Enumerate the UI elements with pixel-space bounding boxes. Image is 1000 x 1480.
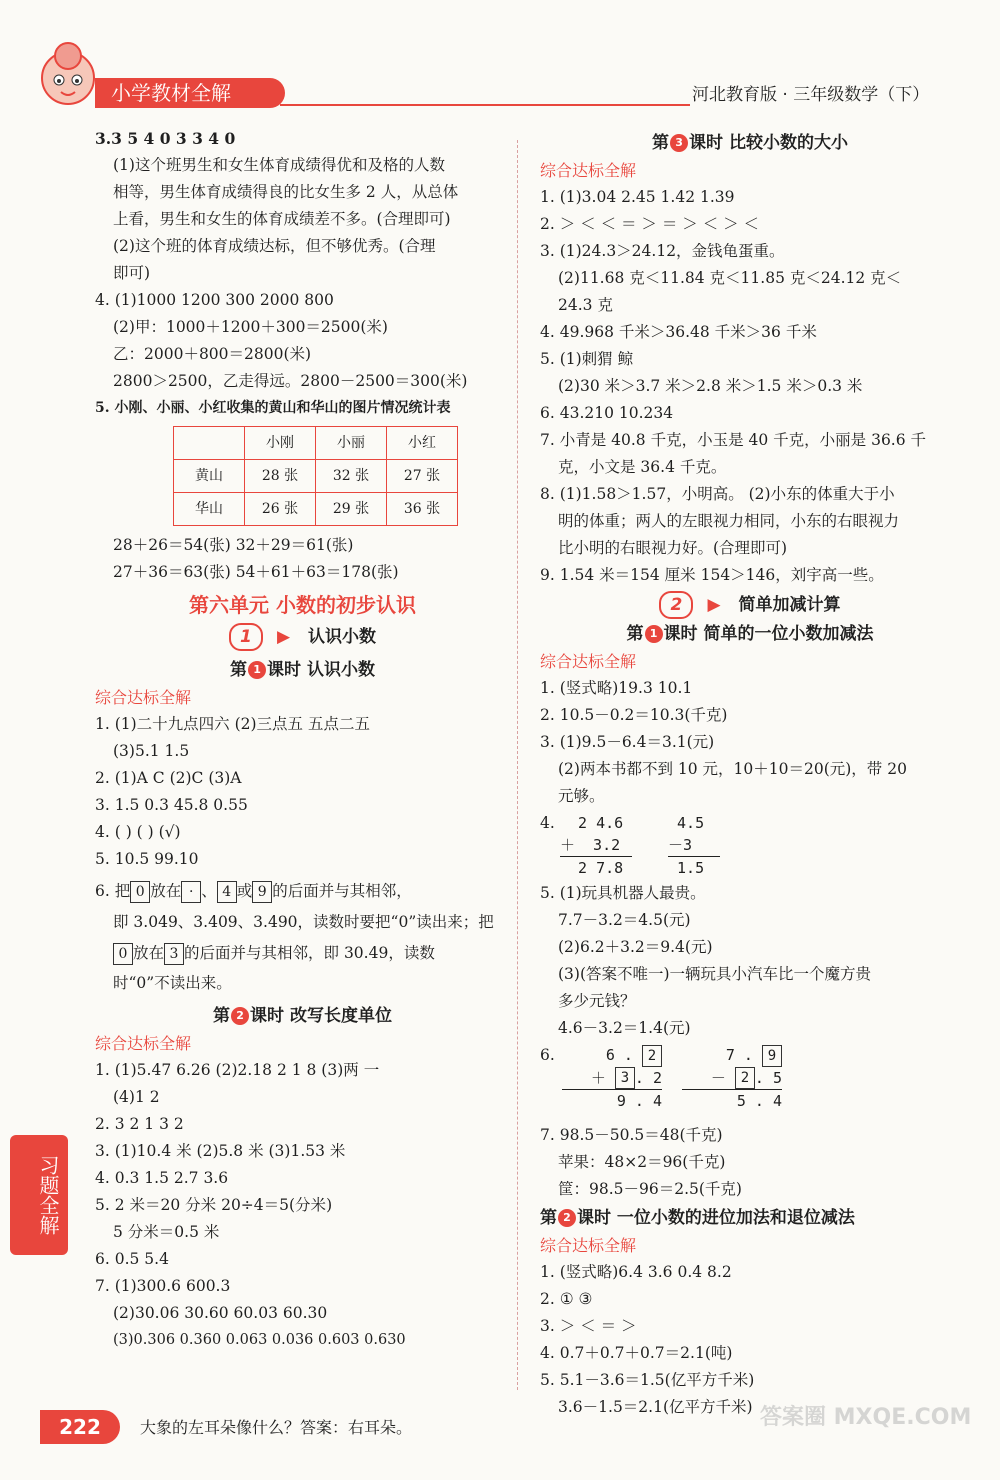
answer-line: 24.3 克 <box>558 296 613 314</box>
answer-box: 9 <box>252 881 272 903</box>
answer-line: 3. ＞ ＜ ＝ ＞ <box>540 1317 637 1335</box>
text-fragment: 或 <box>236 882 253 900</box>
table-cell: 36 张 <box>387 493 458 526</box>
left-column <box>95 125 510 1354</box>
vertical-calc-6 <box>540 1042 960 1122</box>
calc-row: 2 7.8 <box>560 859 624 877</box>
lesson-heading <box>540 621 960 648</box>
column-divider <box>517 140 519 1390</box>
lesson-number-badge: 2 <box>231 1007 249 1025</box>
calc-row: 2 4.6 <box>560 814 624 832</box>
table-cell: 32 张 <box>316 460 387 493</box>
answer-line: 时“0”不读出来。 <box>113 974 232 992</box>
section-number: 1 <box>229 623 263 651</box>
lesson-heading <box>95 657 510 684</box>
table-cell: 26 张 <box>245 493 316 526</box>
calc-row: 5 . 4 <box>736 1092 782 1110</box>
calc-row: ＋ 3.2 <box>560 834 632 857</box>
answer-line: 3.6－1.5＝2.1(亿平方千米) <box>558 1398 753 1416</box>
answer-box: 9 <box>762 1045 782 1067</box>
answer-line: (2)6.2＋3.2＝9.4(元) <box>558 938 713 956</box>
answer-line: 苹果：48×2＝96(千克) <box>558 1153 726 1171</box>
answer-line: 明的体重；两人的左眼视力相同，小东的右眼视力 <box>558 512 900 530</box>
answer-line: (2)11.68 克＜11.84 克＜11.85 克＜24.12 克＜ <box>558 269 902 287</box>
lesson-title: 课时 一位小数的进位加法和退位减法 <box>577 1208 855 1228</box>
lesson-prefix: 第 <box>652 133 670 153</box>
table-row <box>174 427 458 460</box>
table-cell: 华山 <box>174 493 245 526</box>
answer-line: (4)1 2 <box>113 1088 160 1106</box>
answer-line: 2. 10.5－0.2＝10.3(千克) <box>540 706 728 724</box>
answer-line: (2)30 米＞3.7 米＞2.8 米＞1.5 米＞0.3 米 <box>558 377 863 395</box>
answer-line: 4. 49.968 千米＞36.48 千米＞36 千米 <box>540 323 817 341</box>
lesson-title: 课时 比较小数的大小 <box>689 133 848 153</box>
question-number: 4. <box>540 814 555 832</box>
table-cell: 27 张 <box>387 460 458 493</box>
answer-line: 3. (1)24.3＞24.12，金钱龟蛋重。 <box>540 242 785 260</box>
answer-line: 27＋36＝63(张) 54＋61＋63＝178(张) <box>113 563 399 581</box>
arrow-icon: ▶ <box>707 595 721 615</box>
answer-line: 7.7－3.2＝4.5(元) <box>558 911 691 929</box>
answer-line: 筐：98.5－96＝2.5(千克) <box>558 1180 742 1198</box>
text-fragment: － <box>710 1068 726 1087</box>
answer-line: 3.3 5 4 0 3 3 4 0 <box>95 129 236 148</box>
table-row <box>174 493 458 526</box>
table-cell: 小刚 <box>245 427 316 460</box>
answer-line: 7. (1)300.6 600.3 <box>95 1277 231 1295</box>
answer-line: 4. (1)1000 1200 300 2000 800 <box>95 291 334 309</box>
section-label: 综合达标全解 <box>95 1034 192 1053</box>
vertical-addition <box>560 812 632 879</box>
vertical-addition <box>562 1044 662 1112</box>
table-cell: 小丽 <box>316 427 387 460</box>
text-fragment: 的后面并与其相邻，即 30.49，读数 <box>184 944 435 962</box>
answer-line: 5. (1)刺猬 鲸 <box>540 350 634 368</box>
text-fragment: 放在 <box>133 944 165 962</box>
answer-line: 1. (1)5.47 6.26 (2)2.18 2 1 8 (3)两 一 <box>95 1061 380 1079</box>
side-tab: 习题全解 <box>10 1135 68 1255</box>
answer-line: 1. (竖式略)6.4 3.6 0.4 8.2 <box>540 1263 732 1281</box>
watermark: 答案圈 MXQE.COM <box>760 1405 972 1430</box>
header-edition: 河北教育版 · 三年级数学（下） <box>692 85 930 105</box>
answer-line: 即可) <box>113 264 151 282</box>
section-heading <box>95 623 510 651</box>
answer-line: 4.6－3.2＝1.4(元) <box>558 1019 691 1037</box>
lesson-prefix: 第 <box>540 1208 557 1228</box>
section-number: 2 <box>659 591 693 619</box>
table-cell: 29 张 <box>316 493 387 526</box>
answer-line: 3. (1)10.4 米 (2)5.8 米 (3)1.53 米 <box>95 1142 346 1160</box>
lesson-heading <box>540 130 960 157</box>
answer-box: 0 <box>113 943 133 965</box>
calc-row <box>562 1067 662 1091</box>
answer-line: 8. (1)1.58＞1.57，小明高。 (2)小东的体重大于小 <box>540 485 895 503</box>
calc-row <box>562 1044 662 1067</box>
answer-line: (2)30.06 30.60 60.03 60.30 <box>113 1304 328 1322</box>
calc-row: 9 . 4 <box>616 1092 662 1110</box>
lesson-prefix: 第 <box>230 660 248 680</box>
answer-line: 2. 3 2 1 3 2 <box>95 1115 184 1133</box>
answer-line: 4. 0.7＋0.7＋0.7＝2.1(吨) <box>540 1344 733 1362</box>
answer-box: 0 <box>130 881 150 903</box>
footer-riddle: 大象的左耳朵像什么？答案：右耳朵。 <box>140 1418 413 1437</box>
table-row <box>174 460 458 493</box>
answer-line: 6. 0.5 5.4 <box>95 1250 169 1268</box>
answer-line <box>95 936 510 970</box>
answer-line: 9. 1.54 米＝154 厘米 154＞146，刘宇高一些。 <box>540 566 884 584</box>
answer-line: 克，小文是 36.4 千克。 <box>558 458 727 476</box>
answer-line: 7. 98.5－50.5＝48(千克) <box>540 1126 723 1144</box>
answer-line <box>95 873 510 909</box>
answer-line: (2)甲：1000＋1200＋300＝2500(米) <box>113 318 388 336</box>
answer-line: 4. 0.3 1.5 2.7 3.6 <box>95 1169 229 1187</box>
calc-row: －3 <box>668 834 720 857</box>
section-label: 综合达标全解 <box>95 688 192 707</box>
answer-line: 3. (1)9.5－6.4＝3.1(元) <box>540 733 715 751</box>
unit-title: 第六单元 小数的初步认识 <box>189 593 416 617</box>
table-cell: 28 张 <box>245 460 316 493</box>
answer-line: (2)两本书都不到 10 元，10＋10＝20(元)，带 20 <box>558 760 907 778</box>
text-fragment: 放在 <box>150 882 182 900</box>
answer-line: 上看，男生和女生的体育成绩差不多。(合理即可) <box>113 210 451 228</box>
answer-line: 1. (竖式略)19.3 10.1 <box>540 679 693 697</box>
text-fragment: 7 . <box>725 1046 753 1064</box>
table-title: 5. 小刚、小丽、小红收集的黄山和华山的图片情况统计表 <box>95 400 451 416</box>
section-title: 认识小数 <box>308 627 377 647</box>
vertical-calc-4 <box>540 810 960 880</box>
text-fragment: 的后面并与其相邻， <box>272 882 412 900</box>
lesson-number-badge: 2 <box>558 1209 576 1227</box>
calc-row: 1.5 <box>668 859 705 877</box>
right-column <box>540 130 960 1421</box>
stat-table <box>173 426 458 526</box>
text-fragment: ＋ <box>590 1068 606 1087</box>
answer-line: 比小明的右眼视力好。(合理即可) <box>558 539 788 557</box>
answer-line: 7. 小青是 40.8 千克，小玉是 40 千克，小丽是 36.6 千 <box>540 431 927 449</box>
answer-box: 2 <box>735 1067 755 1089</box>
answer-box: 4 <box>217 881 237 903</box>
text-fragment: . 2 <box>634 1068 662 1087</box>
lesson-number-badge: 1 <box>248 661 266 679</box>
section-label: 综合达标全解 <box>540 161 637 180</box>
answer-line: 5 分米＝0.5 米 <box>113 1223 220 1241</box>
question-number: 6. <box>540 1046 555 1064</box>
table-cell: 小红 <box>387 427 458 460</box>
text-fragment: 6 . <box>605 1046 633 1064</box>
lesson-number-badge: 3 <box>670 134 688 152</box>
arrow-icon: ▶ <box>276 627 291 647</box>
table-cell <box>174 427 245 460</box>
section-label: 综合达标全解 <box>540 652 637 671</box>
section-heading <box>540 591 960 619</box>
answer-line: 2800＞2500，乙走得远。2800－2500＝300(米) <box>113 372 468 390</box>
text-fragment: 、 <box>201 882 217 900</box>
page-number: 222 <box>40 1410 120 1444</box>
answer-line: 28＋26＝54(张) 32＋29＝61(张) <box>113 536 354 554</box>
lesson-title: 课时 简单的一位小数加减法 <box>663 624 874 644</box>
text-fragment: 6. 把 <box>95 882 131 900</box>
answer-line: (1)这个班男生和女生体育成绩得优和及格的人数 <box>113 156 445 174</box>
lesson-heading <box>95 1003 510 1030</box>
answer-line: (2)这个班的体育成绩达标，但不够优秀。(合理 <box>113 237 436 255</box>
lesson-heading <box>540 1205 960 1232</box>
calc-row <box>682 1044 782 1067</box>
lesson-prefix: 第 <box>626 624 644 644</box>
answer-line: 即 3.049、3.409、3.490，读数时要把“0”读出来；把 <box>113 913 494 931</box>
section-title: 简单加减计算 <box>738 595 841 615</box>
answer-line: 多少元钱？ <box>558 992 636 1010</box>
header-rule <box>280 104 690 106</box>
answer-box: 3 <box>615 1067 635 1089</box>
header-title: 小学教材全解 <box>95 78 285 108</box>
answer-box: 2 <box>642 1045 662 1067</box>
lesson-prefix: 第 <box>213 1006 231 1026</box>
lesson-number-badge: 1 <box>645 625 663 643</box>
vertical-subtraction <box>682 1044 782 1112</box>
text-fragment: . 5 <box>754 1068 782 1087</box>
answer-line: (3)5.1 1.5 <box>113 742 190 760</box>
answer-line: 1. (1)3.04 2.45 1.42 1.39 <box>540 188 735 206</box>
answer-box: 3 <box>164 943 184 965</box>
vertical-subtraction <box>668 812 720 879</box>
answer-box: · <box>181 881 201 903</box>
answer-line: 5. 10.5 99.10 <box>95 850 199 868</box>
answer-line: (3)0.306 0.360 0.063 0.036 0.603 0.630 <box>113 1332 406 1348</box>
lesson-title: 课时 改写长度单位 <box>250 1006 392 1026</box>
answer-line: 2. ① ③ <box>540 1290 593 1308</box>
answer-line: 相等，男生体育成绩得良的比女生多 2 人，从总体 <box>113 183 459 201</box>
calc-row: 4.5 <box>668 814 705 832</box>
answer-line: 2. (1)A C (2)C (3)A <box>95 769 242 787</box>
answer-line: 5. (1)玩具机器人最贵。 <box>540 884 706 902</box>
answer-line: 4. ( ) ( ) (√) <box>95 823 181 841</box>
answer-line: 1. (1)二十九点四六 (2)三点五 五点二五 <box>95 715 370 733</box>
lesson-title: 课时 认识小数 <box>267 660 375 680</box>
answer-line: 3. 1.5 0.3 45.8 0.55 <box>95 796 248 814</box>
answer-line: 乙：2000＋800＝2800(米) <box>113 345 312 363</box>
answer-line: 5. 2 米＝20 分米 20÷4＝5(分米) <box>95 1196 333 1214</box>
answer-line: 2. ＞ ＜ ＜ ＝ ＞ ＝ ＞ ＜ ＞ ＜ <box>540 215 760 233</box>
section-label: 综合达标全解 <box>540 1236 637 1255</box>
answer-line: (3)(答案不唯一)一辆玩具小汽车比一个魔方贵 <box>558 965 872 983</box>
table-cell: 黄山 <box>174 460 245 493</box>
answer-line: 5. 5.1－3.6＝1.5(亿平方千米) <box>540 1371 755 1389</box>
answer-line: 6. 43.210 10.234 <box>540 404 674 422</box>
answer-line: 元够。 <box>558 787 605 805</box>
calc-row <box>682 1067 782 1091</box>
